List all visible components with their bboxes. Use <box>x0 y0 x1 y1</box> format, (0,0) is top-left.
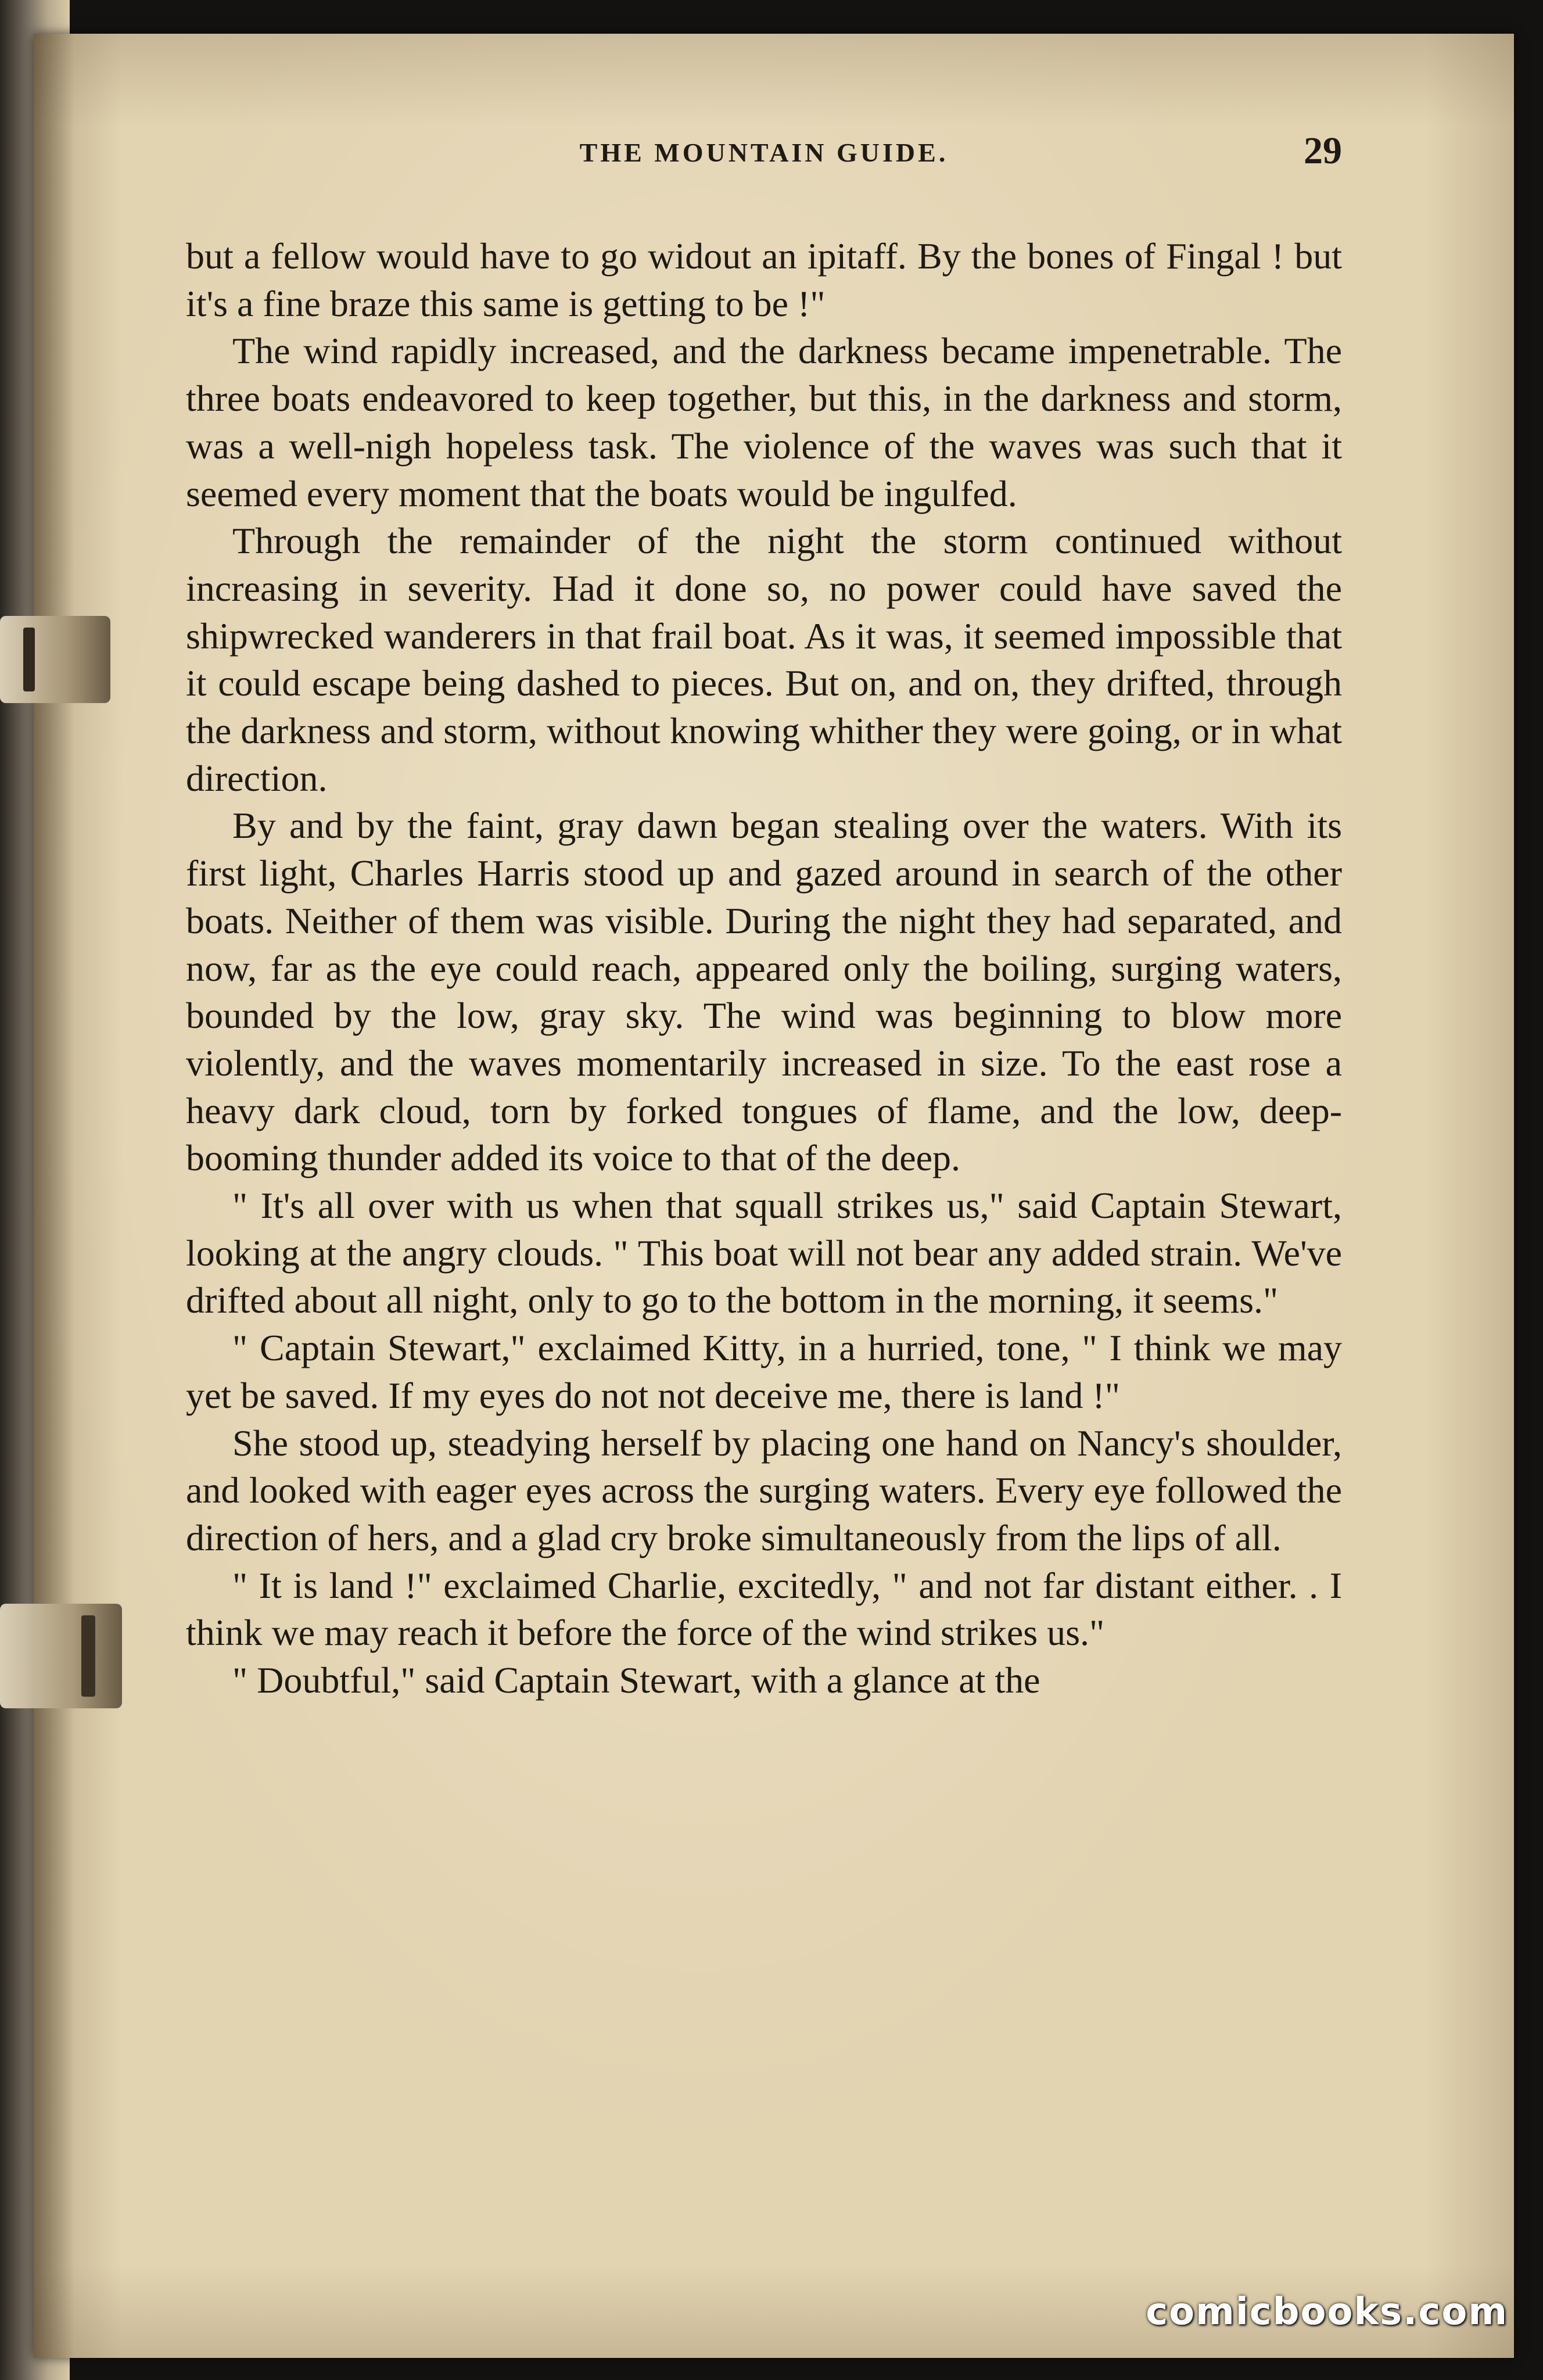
paragraph: She stood up, steadying herself by placing one hand on Nancy's shoulder, and looked with eager eyes across the surging waters. Every eye followed the direction of hers, and a glad cry broke simultaneously from the lips of all. <box>186 1422 1342 1558</box>
paragraph: " It is land !" exclaimed Charlie, excitedly, " and not far distant either. . I think we may reach it before the force of the wind strikes us." <box>186 1564 1342 1654</box>
page-number: 29 <box>1304 130 1342 172</box>
running-head: THE MOUNTAIN GUIDE. <box>579 138 949 167</box>
site-watermark: comicbooks.com <box>1146 2291 1508 2334</box>
paragraph: " Doubtful," said Captain Stewart, with a glance at the <box>232 1659 1040 1701</box>
paragraph: but a fellow would have to go widout an ipitaff. By the bones of Fingal ! but it's a fine braze this same is getting to be !" <box>186 235 1342 324</box>
page-header <box>186 129 1342 181</box>
binding-staple-bottom <box>0 1604 122 1708</box>
paragraph: " Captain Stewart," exclaimed Kitty, in a hurried, tone, " I think we may yet be saved. If my eyes do not not deceive me, there is land !" <box>186 1327 1342 1416</box>
paragraph: The wind rapidly increased, and the darkness became impenetrable. The three boats endeavored to keep together, but this, in the darkness and storm, was a well-nigh hopeless task. The violence of the waves was such that it seemed every moment that the boats would be ingulfed. <box>186 330 1342 514</box>
page-body <box>186 232 1342 1704</box>
paragraph: " It's all over with us when that squall strikes us," said Captain Stewart, looking at the angry clouds. " This boat will not bear any added strain. We've drifted about all night, only to go to the bottom in the morning, it seems." <box>186 1185 1342 1321</box>
gutter-shadow <box>34 34 74 2358</box>
binding-staple-top <box>0 616 110 703</box>
staple-wire-mark <box>23 628 35 691</box>
staple-wire-mark <box>81 1615 95 1697</box>
paragraph: Through the remainder of the night the storm continued without increasing in severity. Had it done so, no power could have saved the shipwrecked wanderers in that frail boat. As it was, it seemed impossible that it could escape being dashed to pieces. But on, and on, they drifted, through the darkness and storm, without knowing whither they were going, or in what direction. <box>186 520 1342 799</box>
paragraph: By and by the faint, gray dawn began stealing over the waters. With its first light, Charles Harris stood up and gazed around in search of the other boats. Neither of them was visible. During the night they had separated, and now, far as the eye could reach, appeared only the boiling, surging waters, bounded by the low, gray sky. The wind was beginning to blow more violently, and the waves momentarily increased in size. To the east rose a heavy dark cloud, torn by forked tongues of flame, and the low, deep-booming thunder added its voice to that of the deep. <box>186 805 1342 1179</box>
